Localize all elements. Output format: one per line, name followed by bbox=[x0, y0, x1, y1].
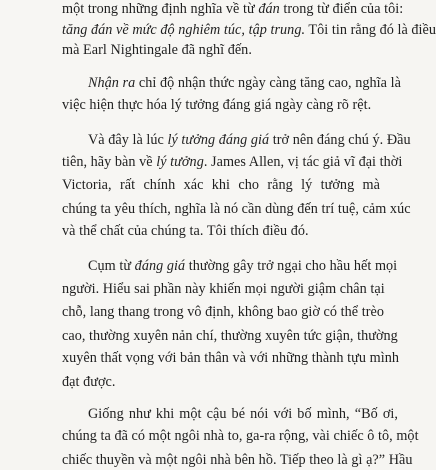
text-line bbox=[88, 404, 398, 424]
text-line bbox=[62, 40, 380, 60]
text-line bbox=[62, 152, 403, 172]
text-line bbox=[62, 326, 398, 346]
text-run: người. Hiểu sai phần này khiến mọi người giậm chân tại bbox=[62, 281, 385, 297]
text-run: Cụm từ bbox=[88, 258, 135, 274]
text-line bbox=[62, 221, 380, 241]
text-line bbox=[62, 372, 380, 392]
text-line bbox=[62, 450, 413, 470]
text-run: trong từ điển của tôi: bbox=[279, 1, 404, 17]
text-line bbox=[62, 279, 385, 299]
text-run: . James Allen, vị tác giả vĩ đại thời bbox=[203, 154, 403, 170]
text-run: chúng ta yêu thích, nghĩa là nó cần dùng đến trí tuệ, cảm xúc bbox=[62, 201, 411, 217]
text-run: mà Earl Nightingale đã nghĩ đến. bbox=[62, 42, 252, 58]
text-run: chỗ, lang thang trong vô định, không bao giờ có thể trèo bbox=[62, 304, 384, 320]
text-run: thường gây trở ngại cho hầu hết mọi bbox=[185, 258, 398, 274]
text-run: tiên, hãy bàn về bbox=[62, 154, 157, 170]
text-line bbox=[62, 0, 404, 19]
text-line bbox=[62, 348, 399, 368]
text-run: chỉ độ nhận thức ngày càng tăng cao, nghĩa là bbox=[135, 75, 401, 91]
text-run: đạt được. bbox=[62, 374, 116, 390]
text-run: chiếc thuyền và một ngôi nhà bên hồ. Tiếp theo là gì ạ?” Hầu bbox=[62, 452, 413, 468]
text-line bbox=[88, 130, 411, 150]
text-run: đáng giá bbox=[134, 258, 186, 274]
text-run: Giống như khi một cậu bé nói với bố mình, “Bố ơi, bbox=[88, 406, 398, 422]
text-run: việc hiện thực hóa lý tưởng đáng giá ngày càng rõ rệt. bbox=[62, 97, 372, 113]
text-run: lý tưởng đáng giá bbox=[167, 132, 270, 148]
text-run: chúng ta đã có một ngôi nhà to, ga-ra rộng, vài chiếc ô tô, một bbox=[62, 428, 419, 444]
text-line bbox=[62, 20, 436, 40]
text-line bbox=[62, 199, 411, 219]
text-line bbox=[62, 175, 380, 195]
text-run: cao, thường xuyên nản chí, thường xuyên tức giận, thường bbox=[62, 328, 398, 344]
text-run: Và đây là lúc bbox=[88, 132, 168, 148]
text-run: đán bbox=[258, 1, 280, 17]
text-line bbox=[62, 95, 380, 115]
text-line bbox=[88, 73, 401, 93]
text-run: một trong những định nghĩa về từ bbox=[62, 1, 259, 17]
text-run: trở nên đáng chú ý. Đầu bbox=[269, 132, 411, 148]
text-run: và thể chất của chúng ta. Tôi thích điều đó. bbox=[62, 223, 309, 239]
text-run: Tôi tin rằng đó là điều bbox=[305, 22, 436, 38]
text-line bbox=[62, 426, 419, 446]
text-run: lý tưởng bbox=[156, 154, 204, 170]
text-line bbox=[62, 302, 384, 322]
text-run: Victoria, rất chính xác khi cho rằng lý tưởng mà bbox=[62, 177, 380, 193]
text-run: xuyên thất vọng với bản thân và với những thành tựu mình bbox=[62, 350, 399, 366]
text-run: tăng đán về mức độ nghiêm túc, tập trung. bbox=[62, 22, 306, 38]
text-run: Nhận ra bbox=[88, 75, 136, 91]
text-line bbox=[88, 256, 398, 276]
